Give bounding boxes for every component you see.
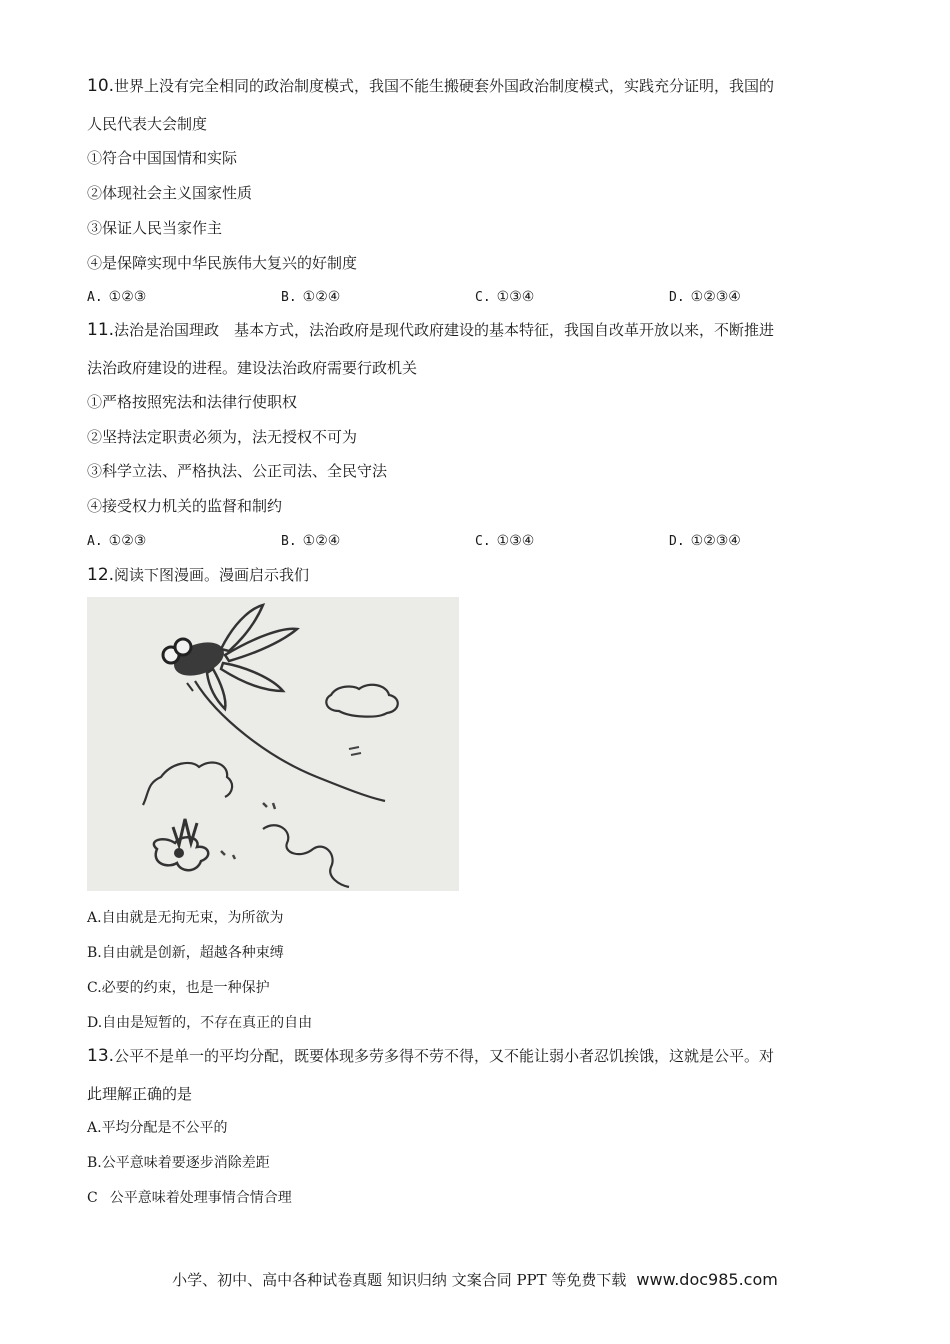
q11-item-4: ④接受权力机关的监督和制约: [87, 497, 283, 515]
q13-number: 13.: [87, 1046, 115, 1066]
q10-option-a[interactable]: A. ①②③: [87, 289, 147, 305]
q10-option-b[interactable]: B. ①②④: [281, 289, 341, 305]
kite-eye-right: [175, 639, 191, 655]
q11-stem-text1: 法治是治国理政 基本方式，法治政府是现代政府建设的基本特征，我国自改革开放以来，不断推进: [114, 321, 775, 339]
q12-number: 12.: [87, 565, 115, 585]
q11-option-c[interactable]: C. ①③④: [475, 533, 535, 549]
q10-item-4: ④是保障实现中华民族伟大复兴的好制度: [87, 254, 358, 272]
kite-cartoon-image: [87, 597, 459, 891]
q10-item-2: ②体现社会主义国家性质: [87, 184, 253, 202]
q13-stem-text1: 公平不是单一的平均分配，既要体现多劳多得不劳不得，又不能让弱小者忍饥挨饿，这就是公平。对: [114, 1047, 775, 1065]
q10-option-c[interactable]: C. ①③④: [475, 289, 535, 305]
footer-site-link[interactable]: www.doc985.com: [636, 1270, 778, 1289]
q10-item-1: ①符合中国国情和实际: [87, 149, 238, 167]
q11-option-d[interactable]: D. ①②③④: [669, 533, 741, 549]
q12-stem-text1: 阅读下图漫画。漫画启示我们: [114, 566, 310, 584]
page-footer: [0, 1270, 950, 1290]
q12-option-a[interactable]: A.自由就是无拘无束，为所欲为: [87, 910, 284, 926]
kite-cartoon-drawing: [87, 597, 459, 891]
q13-option-c[interactable]: C 公平意味着处理事情合情合理: [87, 1190, 292, 1206]
q10-option-d[interactable]: D. ①②③④: [669, 289, 741, 305]
q13-stem-line1: [87, 1046, 774, 1066]
q13-option-a[interactable]: A.平均分配是不公平的: [87, 1120, 228, 1136]
q10-item-3: ③保证人民当家作主: [87, 219, 223, 237]
q12-option-d[interactable]: D.自由是短暂的，不存在真正的自由: [87, 1015, 313, 1031]
q11-item-3: ③科学立法、严格执法、公正司法、全民守法: [87, 462, 388, 480]
q11-option-a[interactable]: A. ①②③: [87, 533, 147, 549]
q10-stem-text1: 世界上没有完全相同的政治制度模式，我国不能生搬硬套外国政治制度模式，实践充分证明，我国的: [114, 77, 775, 95]
q13-option-b[interactable]: B.公平意味着要逐步消除差距: [87, 1155, 270, 1171]
q11-item-1: ①严格按照宪法和法律行使职权: [87, 393, 298, 411]
q10-stem-line1: [87, 76, 774, 96]
q11-number: 11.: [87, 320, 115, 340]
q11-stem-line1: [87, 320, 774, 340]
q12-stem-line1: [87, 565, 309, 585]
q11-stem-line2: 法治政府建设的进程。建设法治政府需要行政机关: [87, 359, 418, 377]
q11-option-b[interactable]: B. ①②④: [281, 533, 341, 549]
footer-text: 小学、初中、高中各种试卷真题 知识归纳 文案合同 PPT 等免费下载: [172, 1271, 627, 1289]
q12-option-c[interactable]: C.必要的约束，也是一种保护: [87, 980, 270, 996]
q11-item-2: ②坚持法定职责必须为，法无授权不可为: [87, 428, 358, 446]
q10-stem-line2: 人民代表大会制度: [87, 115, 208, 133]
q12-option-b[interactable]: B.自由就是创新，超越各种束缚: [87, 945, 284, 961]
q10-number: 10.: [87, 76, 115, 96]
q13-stem-line2: 此理解正确的是: [87, 1085, 193, 1103]
